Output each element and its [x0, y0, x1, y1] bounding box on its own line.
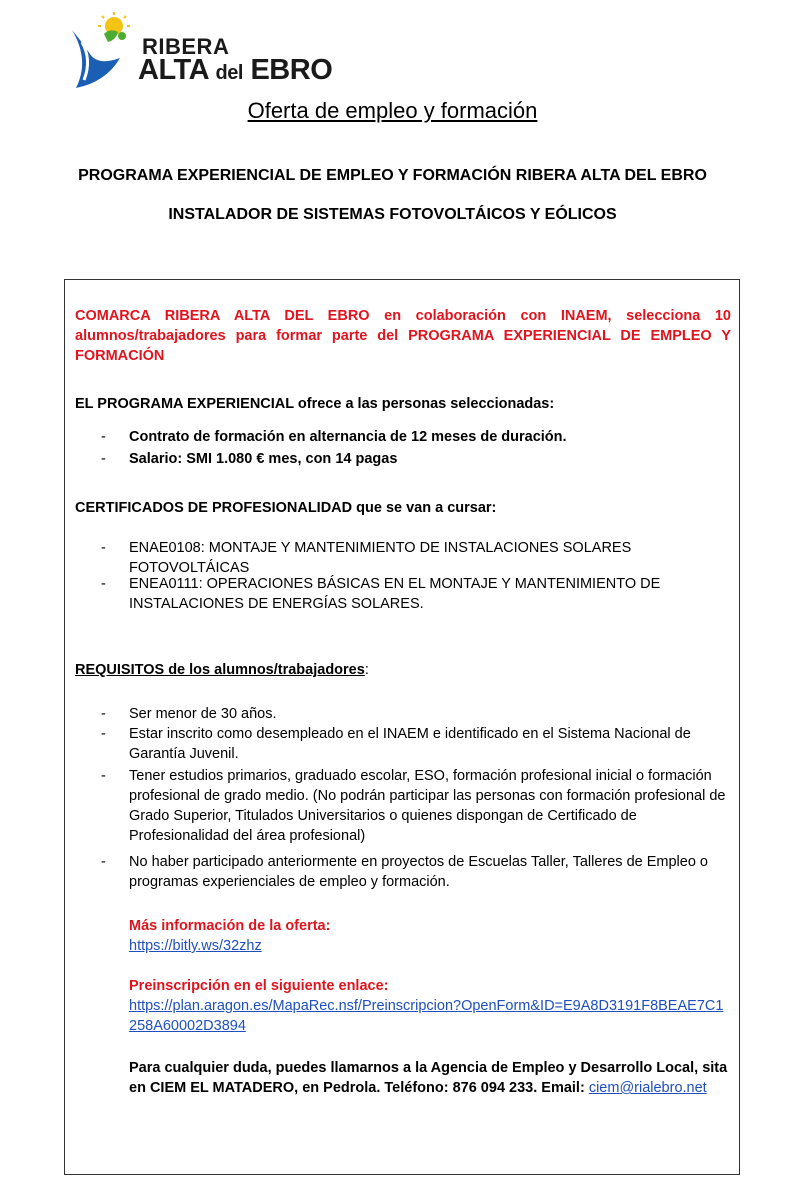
bullet-dash: -	[101, 429, 106, 445]
certificate-item: ENEA0111: OPERACIONES BÁSICAS EN EL MONTAJE Y MANTENIMIENTO DE INSTALACIONES DE ENERGÍAS SOLARES.	[129, 576, 661, 612]
certificates-title: CERTIFICADOS DE PROFESIONALIDAD que se van a cursar:	[75, 500, 497, 516]
more-info-link[interactable]: https://bitly.ws/32zhz	[129, 938, 262, 954]
bullet-dash: -	[101, 540, 106, 556]
bullet-dash: -	[101, 768, 106, 784]
bullet-dash: -	[101, 854, 106, 870]
bullet-dash: -	[101, 706, 106, 722]
more-info-label: Más información de la oferta:	[129, 918, 331, 934]
requirement-item: Ser menor de 30 años.	[129, 706, 277, 722]
certificate-item: ENAE0108: MONTAJE Y MANTENIMIENTO DE INSTALACIONES SOLARES FOTOVOLTÁICAS	[129, 540, 632, 576]
offer-title: EL PROGRAMA EXPERIENCIAL ofrece a las personas seleccionadas:	[75, 396, 555, 412]
bullet-dash: -	[101, 726, 106, 742]
logo-text-ribera: RIBERA	[142, 34, 230, 59]
offer-item: Contrato de formación en alternancia de 12 meses de duración.	[129, 429, 567, 445]
email-link[interactable]: ciem@rialebro.net	[588, 1080, 707, 1096]
preregistration-label: Preinscripción en el siguiente enlace:	[129, 978, 389, 994]
requirement-item: Estar inscrito como desempleado en el INAEM e identificado en el Sistema Nacional de Garantía Juvenil.	[129, 726, 691, 762]
ribera-alta-del-ebro-logo	[62, 12, 333, 92]
requirement-item: No haber participado anteriormente en proyectos de Escuelas Taller, Talleres de Empleo o programas experienciales de empleo y formación.	[129, 854, 708, 890]
logo-text-alta-del-ebro: ALTA del EBRO	[138, 54, 333, 86]
bullet-dash: -	[101, 576, 106, 592]
contact-paragraph: Para cualquier duda, puedes llamarnos a la Agencia de Empleo y Desarrollo Local, sita en CIEM EL MATADERO, en Pedrola. Teléfono: 876 094 233. Email: ciem@rialebro.net	[129, 1060, 728, 1096]
requirements-title: REQUISITOS de los alumnos/trabajadores:	[75, 662, 369, 678]
offer-item: Salario: SMI 1.080 € mes, con 14 pagas	[129, 451, 398, 467]
course-heading: INSTALADOR DE SISTEMAS FOTOVOLTÁICOS Y EÓLICOS	[168, 206, 617, 223]
bullet-dash: -	[101, 451, 106, 467]
intro-paragraph: COMARCA RIBERA ALTA DEL EBRO en colaboración con INAEM, selecciona 10 alumnos/trabajadores para formar parte del PROGRAMA EXPERIENCIAL DE EMPLEO Y FORMACIÓN	[75, 308, 731, 364]
requirement-item: Tener estudios primarios, graduado escolar, ESO, formación profesional inicial o formación profesional de grado medio. (No podrán participar las personas con formación profesional de Grado Superior, Titulados Universitarios o quienes dispongan de Certificado de Profesionalidad del área profesional)	[129, 768, 726, 844]
document-title: Oferta de empleo y formación	[247, 98, 538, 123]
preregistration-link[interactable]: https://plan.aragon.es/MapaRec.nsf/Preinscripcion?OpenForm&ID=E9A8D3191F8BEAE7C1258A60002D3894	[129, 998, 724, 1034]
offer-details-box	[64, 279, 740, 1175]
program-heading: PROGRAMA EXPERIENCIAL DE EMPLEO Y FORMACIÓN RIBERA ALTA DEL EBRO	[78, 167, 707, 184]
